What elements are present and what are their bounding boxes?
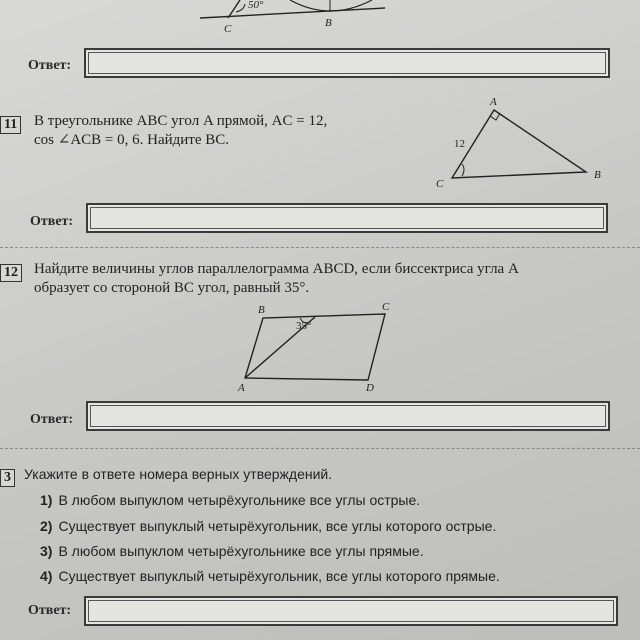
top-angle-label: 50° [248, 0, 264, 11]
statement-text: В любом выпуклом четырёхугольнике все углы острые. [58, 492, 421, 508]
top-vertex-b: B [325, 17, 332, 29]
statement-item-2 [40, 518, 496, 534]
answer-field-11[interactable] [86, 203, 608, 233]
task12-text-line2: образует со стороной BC угол, равный 35°. [34, 280, 310, 296]
tri-vertex-c: C [436, 178, 444, 190]
task-number-12: 12 [0, 264, 22, 282]
parallelogram-abcd-figure [237, 301, 390, 394]
statement-text: В любом выпуклом четырёхугольнике все углы прямые. [58, 543, 424, 559]
statement-item-4 [40, 568, 500, 584]
task-separator [0, 448, 640, 449]
answer-field-10[interactable] [84, 48, 610, 78]
answer-label: Ответ: [28, 603, 72, 618]
answer-label: Ответ: [30, 412, 74, 427]
tri-vertex-b: B [594, 169, 601, 181]
answer-label: Ответ: [28, 58, 72, 73]
par-vertex-a: A [238, 382, 245, 394]
statement-number: 1) [40, 492, 53, 508]
tri-vertex-a: A [490, 96, 497, 108]
statement-item-1 [40, 492, 420, 508]
task-separator [0, 247, 640, 248]
task11-text-line2: cos ∠ACB = 0, 6. Найдите BC. [34, 132, 230, 148]
task-number-11: 11 [0, 116, 21, 134]
task13-intro: Укажите в ответе номера верных утверждений. [24, 466, 333, 482]
statement-text: Существует выпуклый четырёхугольник, все углы которого острые. [58, 518, 497, 534]
tri-side-ac: 12 [454, 138, 465, 150]
triangle-abc-figure [436, 96, 601, 190]
answer-label: Ответ: [30, 214, 74, 229]
statement-number: 3) [40, 543, 53, 559]
task12-text-line1: Найдите величины углов параллелограмма ABCD, если биссектриса угла A [34, 261, 519, 277]
answer-field-12[interactable] [86, 401, 610, 431]
par-vertex-c: C [382, 301, 390, 313]
statement-number: 4) [40, 568, 53, 584]
task11-text-line1: В треугольнике ABC угол A прямой, AC = 12, [34, 113, 328, 129]
par-vertex-d: D [366, 382, 374, 394]
task-number-13: 3 [0, 469, 15, 487]
par-vertex-b: B [258, 304, 265, 316]
statement-text: Существует выпуклый четырёхугольник, все углы которого прямые. [58, 568, 500, 584]
answer-field-13[interactable] [84, 596, 618, 626]
statement-number: 2) [40, 518, 53, 534]
top-vertex-c: C [224, 23, 232, 35]
par-angle-label: 35° [296, 320, 312, 332]
top-figure [200, 0, 385, 35]
statement-item-3 [40, 543, 424, 559]
